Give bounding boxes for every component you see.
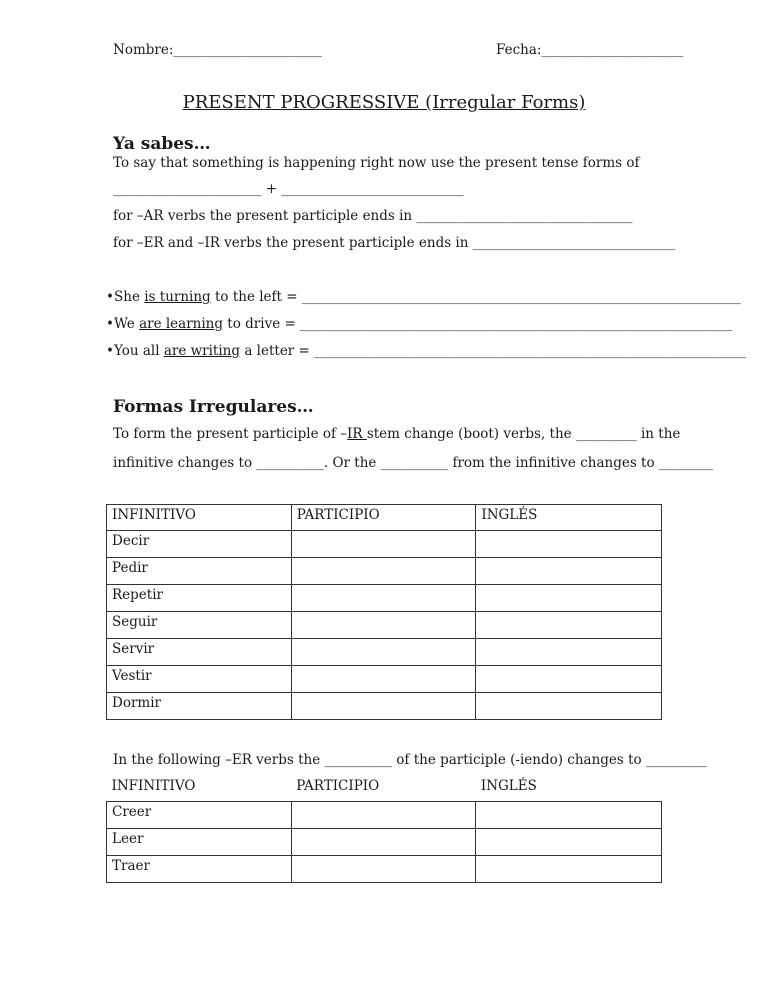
infinitive-cell: Dormir [107, 693, 292, 720]
participle-cell[interactable] [291, 639, 476, 666]
formas-line-1: To form the present participle of –IR stem change (boot) verbs, the _________ in the [113, 426, 681, 442]
infinitive-cell: Leer [107, 828, 292, 855]
participle-cell[interactable] [291, 693, 476, 720]
table-header: PARTICIPIO [291, 776, 476, 801]
table-row [107, 801, 662, 828]
participle-cell[interactable] [291, 801, 476, 828]
bullet-icon: • [106, 343, 114, 359]
english-cell[interactable] [476, 639, 662, 666]
infinitive-cell: Vestir [107, 666, 292, 693]
table-row [107, 855, 662, 882]
participle-cell[interactable] [291, 666, 476, 693]
table-row [107, 531, 662, 558]
participle-cell[interactable] [291, 558, 476, 585]
table-row [107, 666, 662, 693]
ya-sabes-heading: Ya sabes… [113, 134, 211, 154]
er-verbs-note: In the following –ER verbs the __________ of the participle (-iendo) changes to _________ [113, 752, 707, 768]
irregular-er-table [106, 776, 662, 883]
participle-cell[interactable] [291, 855, 476, 882]
participle-cell[interactable] [291, 612, 476, 639]
page-title: PRESENT PROGRESSIVE (Irregular Forms) [182, 92, 586, 113]
table-header-row [107, 776, 662, 801]
bullet-answer-line: to the left = _________________________________________________________________ [210, 289, 741, 305]
date-field-label: Fecha:_____________________ [496, 42, 684, 58]
bullet-text: You all [114, 343, 164, 359]
bullet-icon: • [106, 316, 114, 332]
bullet-answer-line: to drive = ________________________________________________________________ [223, 316, 733, 332]
infinitive-cell: Seguir [107, 612, 292, 639]
table-row [107, 828, 662, 855]
bullet-underlined-text: are learning [139, 316, 224, 332]
participle-cell[interactable] [291, 828, 476, 855]
english-cell[interactable] [476, 801, 662, 828]
table-row [107, 639, 662, 666]
table-row [107, 612, 662, 639]
infinitive-cell: Traer [107, 855, 292, 882]
table-header: PARTICIPIO [291, 505, 476, 531]
english-cell[interactable] [476, 612, 662, 639]
infinitive-cell: Pedir [107, 558, 292, 585]
table-row [107, 693, 662, 720]
bullet-text: We [114, 316, 140, 332]
bullet-underlined-text: is turning [144, 289, 211, 305]
table-row [107, 558, 662, 585]
english-cell[interactable] [476, 828, 662, 855]
english-cell[interactable] [476, 666, 662, 693]
infinitive-cell: Creer [107, 801, 292, 828]
formas-line-2: infinitive changes to __________. Or the __________ from the infinitive changes to ________ [113, 455, 713, 471]
infinitive-cell: Repetir [107, 585, 292, 612]
english-cell[interactable] [476, 855, 662, 882]
ya-sabes-intro: To say that something is happening right now use the present tense forms of [113, 155, 640, 171]
table-header: INGLÉS [476, 776, 662, 801]
table-header: INFINITIVO [107, 776, 292, 801]
english-cell[interactable] [476, 531, 662, 558]
ar-rule: for –AR verbs the present participle ends in ________________________________ [113, 208, 633, 224]
irregular-ir-table [106, 504, 662, 720]
table-header: INGLÉS [476, 505, 662, 531]
bullet-underlined-text: are writing [163, 343, 241, 359]
infinitive-cell: Servir [107, 639, 292, 666]
participle-cell[interactable] [291, 585, 476, 612]
er-ir-rule: for –ER and –IR verbs the present participle ends in ______________________________ [113, 235, 676, 251]
formas-heading: Formas Irregulares… [113, 397, 314, 417]
table-header-row [107, 505, 662, 531]
bullet-item [106, 316, 733, 332]
bullet-text: She [114, 289, 145, 305]
name-field-label: Nombre:______________________ [113, 42, 322, 58]
table-header: INFINITIVO [107, 505, 292, 531]
ya-sabes-formula: ______________________ + ___________________________ [113, 181, 464, 197]
infinitive-cell: Decir [107, 531, 292, 558]
english-cell[interactable] [476, 585, 662, 612]
bullet-item [106, 289, 741, 305]
table-row [107, 585, 662, 612]
english-cell[interactable] [476, 558, 662, 585]
bullet-icon: • [106, 289, 114, 305]
bullet-answer-line: a letter = ________________________________________________________________ [240, 343, 747, 359]
participle-cell[interactable] [291, 531, 476, 558]
bullet-item [106, 343, 747, 359]
english-cell[interactable] [476, 693, 662, 720]
